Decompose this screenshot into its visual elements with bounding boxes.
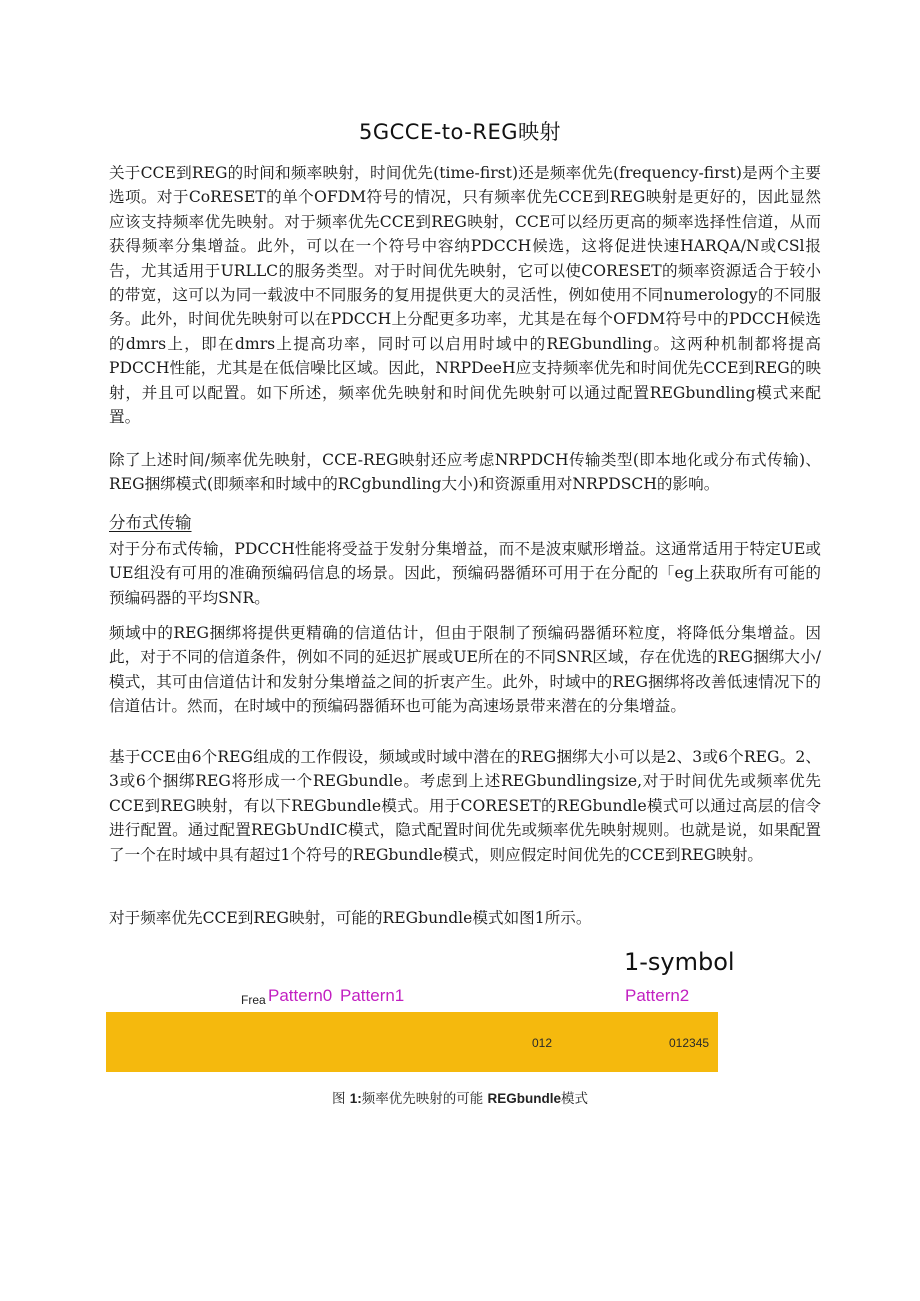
figure-pattern0-label: Pattern0	[268, 986, 333, 1005]
paragraph-distributed-transmission: 对于分布式传输，PDCCH性能将受益于发射分集增益，而不是波束赋形增益。这通常适用于特定UE或UE组没有可用的准确预编码信息的场景。因此，预编码器循环可用于在分配的「eg上获取所有可能的预编码器的平均SNR。	[109, 540, 821, 607]
figure-pattern1-label: Pattern1	[340, 986, 405, 1005]
figure-freq-label: Frea	[241, 993, 266, 1007]
paragraph-reg-bundling: 频域中的REG捆绑将提供更精确的信道估计，但由于限制了预编码器循环粒度，将降低分集增益。因此，对于不同的信道条件，例如不同的延迟扩展或UE所在的不同SNR区域，存在优选的REG捆绑大小/模式，其可由信道估计和发射分集增益之间的折衷产生。此外，时域中的REG捆绑将改善低速情况下的信道估计。然而，在时域中的预编码器循环也可能为高速场景带来潜在的分集增益。	[109, 624, 821, 716]
document-title: 5GCCE-to-REG映射	[359, 120, 561, 144]
caption-middle: 频率优先映射的可能	[361, 1091, 484, 1107]
caption-prefix: 图	[331, 1091, 346, 1107]
section-heading-distributed: 分布式传输	[109, 513, 192, 532]
paragraph-mapping-considerations: 除了上述时间/频率优先映射，CCE-REG映射还应考虑NRPDCH传输类型(即本地化或分布式传输)、REG捆绑模式(即频率和时域中的RCgbundling大小)和资源重用对NRPDSCH的影响。	[109, 451, 821, 494]
paragraph-figure-reference: 对于频率优先CCE到REG映射，可能的REGbundle模式如图1所示。	[109, 909, 592, 927]
caption-suffix: 模式	[561, 1091, 589, 1107]
figure-reg-bar	[106, 1012, 718, 1072]
figure-bar-index-2: 012345	[669, 1036, 710, 1050]
figure-bar-index-1: 012	[532, 1036, 553, 1050]
figure-pattern2-label: Pattern2	[625, 986, 690, 1005]
caption-number: 1:	[349, 1091, 362, 1106]
figure-symbol-label: 1-symbol	[624, 948, 735, 976]
figure-caption	[0, 1087, 920, 1107]
paragraph-mapping-intro: 关于CCE到REG的时间和频率映射，时间优先(time-first)还是频率优先(frequency-first)是两个主要选项。对于CoRESET的单个OFDM符号的情况，只有频率优先CCE到REG映射是更好的，因此显然应该支持频率优先映射。对于频率优先CCE到REG映射，CCE可以经历更高的频率选择性信道，从而获得频率分集增益。此外，可以在一个符号中容纳PDCCH候选，这将促进快速HARQA/N或CSl报告，尤其适用于URLLC的服务类型。对于时间优先映射，它可以使CORESET的频率资源适合于较小的带宽，这可以为同一载波中不同服务的复用提供更大的灵活性，例如使用不同numerology的不同服务。此外，时间优先映射可以在PDCCH上分配更多功率，尤其是在每个OFDM符号中的PDCCH候选的dmrs上，即在dmrs上提高功率，同时可以启用时域中的REGbundling。这两种机制都将提高PDCCH性能，尤其是在低信噪比区域。因此，NRPDeeH应支持频率优先和时间优先CCE到REG的映射，并且可以配置。如下所述，频率优先映射和时间优先映射可以通过配置REGbundling模式来配置。	[109, 164, 821, 427]
paragraph-reg-bundle-size: 基于CCE由6个REG组成的工作假设，频域或时域中潜在的REG捆绑大小可以是2、3或6个REG。2、3或6个捆绑REG将形成一个REGbundle。考虑到上述REGbundlingsize,对于时间优先或频率优先CCE到REG映射，有以下REGbundle模式。用于CORESET的REGbundle模式可以通过高层的信令进行配置。通过配置REGbUndIC模式，隐式配置时间优先或频率优先映射规则。也就是说，如果配置了一个在时域中具有超过1个符号的REGbundle模式，则应假定时间优先的CCE到REG映射。	[109, 748, 821, 864]
caption-regbundle: REGbundle	[487, 1091, 562, 1106]
